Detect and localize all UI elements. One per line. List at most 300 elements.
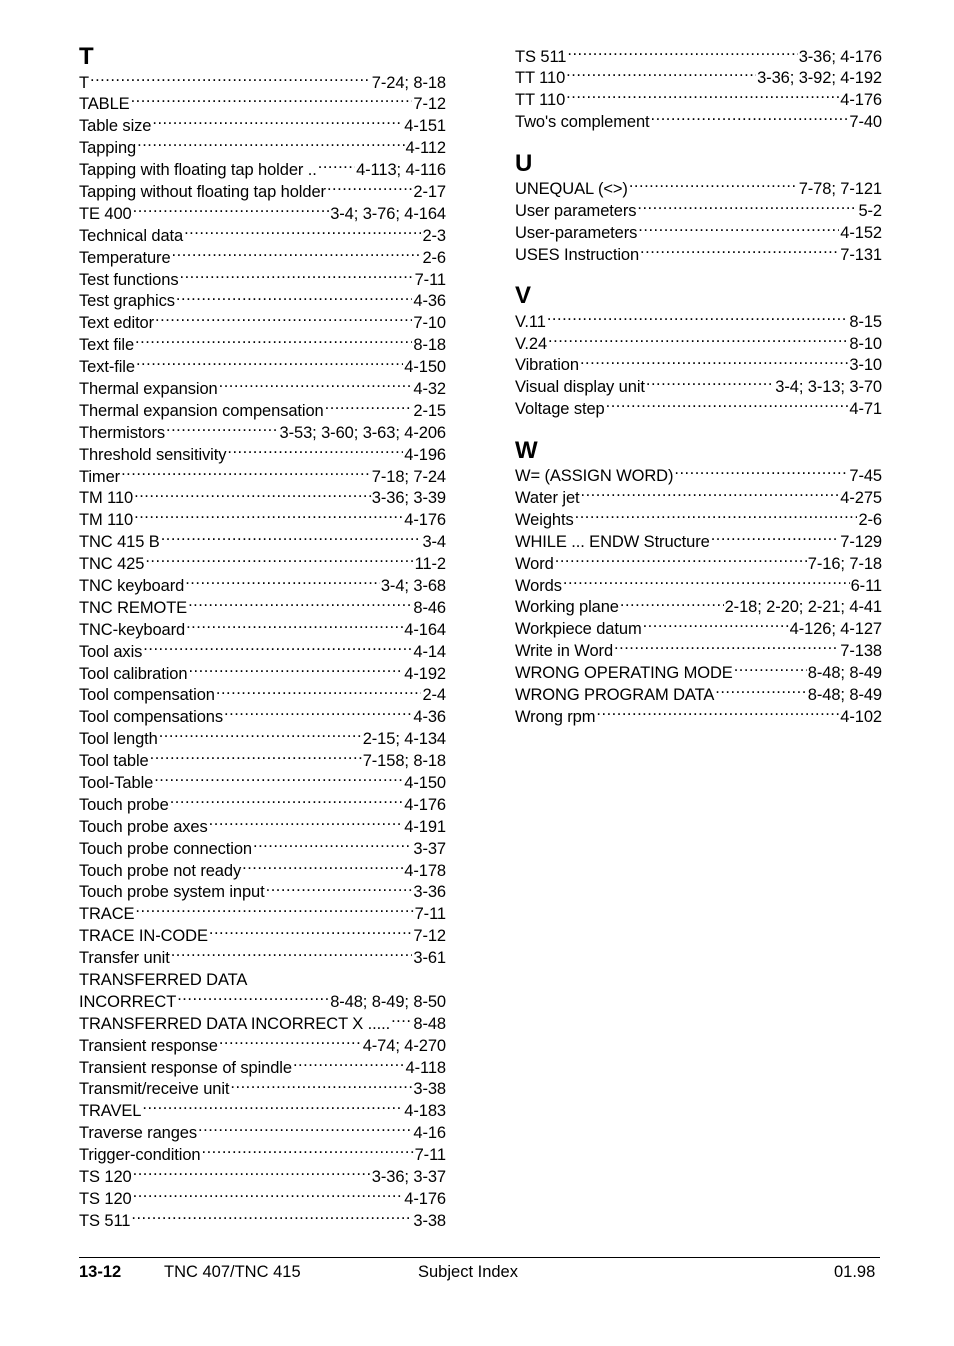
index-entry: [79, 421, 446, 443]
index-page-reference: 2-4: [422, 686, 446, 705]
dot-leader: [135, 903, 413, 920]
dot-leader: [145, 553, 413, 570]
dot-leader: [134, 509, 403, 526]
index-entry: [515, 221, 882, 243]
index-term: TS 511: [79, 1211, 131, 1230]
index-page-reference: 2-6: [858, 510, 882, 529]
index-page-reference: 4-118: [405, 1058, 446, 1077]
index-entry: [79, 334, 446, 356]
index-page-reference: 4-196: [404, 445, 446, 464]
dot-leader: [242, 859, 403, 876]
index-entry: [515, 530, 882, 552]
index-term: V.24: [515, 334, 548, 353]
index-entry: [79, 750, 446, 772]
index-term: Words: [515, 576, 562, 595]
index-term: Tool length: [79, 730, 158, 749]
index-entry: [79, 202, 446, 224]
index-term: Trigger-condition: [79, 1146, 201, 1165]
index-entry: [79, 574, 446, 596]
index-entry: [79, 1100, 446, 1122]
index-page-reference: 3-10: [849, 356, 882, 375]
index-page-reference: 7-11: [414, 905, 446, 924]
index-page-reference: 2-15; 4-134: [362, 730, 446, 749]
index-page-reference: 8-15: [849, 312, 882, 331]
index-entry: [79, 531, 446, 553]
index-entry: [79, 71, 446, 93]
dot-leader: [555, 552, 807, 569]
dot-leader: [166, 421, 279, 438]
index-page-reference: 2-18; 2-20; 2-21; 4-41: [724, 598, 882, 617]
dot-leader: [186, 618, 403, 635]
index-term: Transmit/receive unit: [79, 1080, 230, 1099]
index-entry: [79, 990, 446, 1012]
index-entry: [79, 1122, 446, 1144]
index-page-reference: 8-46: [413, 598, 446, 617]
dot-leader: [155, 312, 412, 329]
index-term: TABLE: [79, 95, 130, 114]
index-entry: [79, 399, 446, 421]
dot-leader: [643, 618, 789, 635]
index-entry: [79, 793, 446, 815]
index-page-reference: 7-10: [413, 314, 446, 333]
footer-section-title: Subject Index: [418, 1263, 518, 1281]
index-term: Touch probe not ready: [79, 861, 242, 880]
index-term: TM 110: [79, 511, 134, 530]
index-term: Touch probe axes: [79, 817, 208, 836]
index-term: User-parameters: [515, 223, 638, 242]
dot-leader: [137, 137, 404, 154]
index-page-reference: 3-61: [413, 949, 446, 968]
index-entry: [79, 881, 446, 903]
section-letter-heading: U: [515, 149, 533, 177]
index-page-reference: 4-164: [404, 620, 446, 639]
index-term: Thermal expansion: [79, 379, 218, 398]
index-page-reference: 8-10: [849, 334, 882, 353]
index-page-reference: 8-48; 8-49: [807, 685, 882, 704]
index-entry: [79, 640, 446, 662]
index-term: Text editor: [79, 314, 155, 333]
index-term: Timer: [79, 467, 121, 486]
dot-leader: [134, 487, 371, 504]
index-entry: [79, 969, 446, 991]
index-page-reference: 4-102: [840, 707, 882, 726]
dot-leader: [575, 508, 858, 525]
index-page-reference: 7-11: [414, 270, 446, 289]
dot-leader: [567, 45, 797, 62]
index-entry: [79, 1209, 446, 1231]
index-entry: [79, 772, 446, 794]
dot-leader: [209, 815, 404, 832]
dot-leader: [227, 443, 403, 460]
index-term: W= (ASSIGN WORD): [515, 467, 674, 486]
index-section: [515, 282, 882, 419]
index-page-reference: 2-6: [422, 248, 446, 267]
dot-leader: [640, 243, 839, 260]
index-entry: [515, 705, 882, 727]
index-page-reference: 8-48: [413, 1014, 446, 1033]
dot-leader: [620, 596, 724, 613]
index-page-reference: 2-17: [413, 182, 446, 201]
dot-leader: [293, 1056, 405, 1073]
index-page-reference: 4-275: [840, 488, 882, 507]
index-entry: [79, 115, 446, 137]
index-page-reference: 4-150: [404, 358, 446, 377]
index-page-reference: 3-53; 3-60; 3-63; 4-206: [279, 423, 446, 442]
index-page-reference: 7-78; 7-121: [798, 180, 882, 199]
section-letter-heading: V: [515, 282, 532, 310]
dot-leader: [219, 1034, 362, 1051]
dot-leader: [638, 221, 839, 238]
index-term: Technical data: [79, 226, 184, 245]
dot-leader: [646, 376, 774, 393]
dot-leader: [566, 89, 839, 106]
dot-leader: [185, 574, 380, 591]
index-page-reference: 8-48; 8-49; 8-50: [330, 992, 446, 1011]
index-page-reference: 7-24; 8-18: [371, 73, 446, 92]
index-entry: [515, 596, 882, 618]
index-term: TS 120: [79, 1168, 132, 1187]
section-letter-heading: W: [515, 436, 538, 464]
dot-leader: [180, 268, 414, 285]
dot-leader: [131, 93, 413, 110]
dot-leader: [629, 178, 798, 195]
index-page-reference: 3-37: [413, 839, 446, 858]
index-entry: [515, 89, 882, 111]
index-term: TNC keyboard: [79, 576, 185, 595]
section-letter-heading: T: [79, 43, 94, 70]
index-term: Tool axis: [79, 642, 143, 661]
index-entry: [79, 1056, 446, 1078]
dot-leader: [161, 531, 422, 548]
dot-leader: [711, 530, 840, 547]
dot-leader: [266, 881, 413, 898]
index-page-reference: 3-36; 4-176: [798, 47, 882, 66]
index-term: Transient response of spindle: [79, 1058, 292, 1077]
index-page-reference: 7-12: [413, 95, 446, 114]
dot-leader: [131, 1209, 412, 1226]
index-entry: [515, 199, 882, 221]
index-entry: [515, 683, 882, 705]
index-term: TNC 425: [79, 555, 145, 574]
footer-manual-title: TNC 407/TNC 415: [164, 1263, 301, 1281]
index-entry: [79, 465, 446, 487]
index-entry: [79, 443, 446, 465]
index-page-reference: 4-178: [404, 861, 446, 880]
index-term: TRACE IN-CODE: [79, 927, 208, 946]
index-page-reference: 11-2: [414, 555, 446, 574]
dot-leader: [216, 684, 422, 701]
index-entry: [515, 486, 882, 508]
index-entry: [79, 553, 446, 575]
index-term: Visual display unit: [515, 378, 645, 397]
index-term: Write in Word: [515, 642, 614, 661]
index-term: Thermal expansion compensation: [79, 401, 324, 420]
index-page-reference: 3-36; 3-37: [371, 1168, 446, 1187]
index-section: [515, 437, 882, 728]
index-page-reference: 2-15: [413, 401, 446, 420]
index-entry: [79, 859, 446, 881]
index-term: Tool-Table: [79, 774, 154, 792]
index-entry: [515, 618, 882, 640]
index-entry: [515, 465, 882, 487]
index-term: TRAVEL: [79, 1102, 142, 1121]
index-entry: [515, 310, 882, 332]
index-term: TNC 415 B: [79, 533, 160, 552]
index-entry: [79, 356, 446, 378]
index-entry: [79, 947, 446, 969]
index-term: Transfer unit: [79, 949, 170, 968]
dot-leader: [136, 356, 403, 373]
index-term: User parameters: [515, 201, 637, 220]
index-page-reference: 4-36: [413, 708, 446, 727]
index-section: [515, 45, 882, 133]
dot-leader: [184, 224, 421, 241]
index-page-reference: 3-36; 3-92; 4-192: [757, 69, 882, 88]
index-term: Workpiece datum: [515, 620, 642, 639]
index-entry: [515, 67, 882, 89]
index-term: TRANSFERRED DATA INCORRECT X .....: [79, 1014, 391, 1033]
index-page-reference: 4-113; 4-116: [356, 161, 446, 180]
index-entry: [79, 684, 446, 706]
index-entry: [515, 332, 882, 354]
index-entry: [79, 290, 446, 312]
index-term: Word: [515, 554, 554, 573]
index-column-left: [79, 43, 446, 1231]
index-page-reference: 6-11: [850, 576, 882, 595]
index-page-reference: 4-14: [413, 642, 446, 661]
index-page-reference: 7-40: [849, 113, 882, 132]
index-term: Tool table: [79, 752, 149, 771]
footer-divider: [79, 1257, 880, 1258]
index-entry: [79, 1187, 446, 1209]
dot-leader: [143, 640, 412, 657]
index-term: TNC-keyboard: [79, 620, 186, 639]
index-term: Table size: [79, 117, 152, 136]
index-entry: [79, 377, 446, 399]
index-term: Tapping: [79, 139, 137, 158]
dot-leader: [253, 837, 412, 854]
dot-leader: [188, 596, 412, 613]
index-page-reference: 3-36; 3-39: [371, 489, 446, 508]
index-page-reference: 4-32: [413, 379, 446, 398]
dot-leader: [188, 662, 403, 679]
index-term: V.11: [515, 312, 546, 331]
dot-leader: [391, 1012, 412, 1029]
index-entry: [515, 376, 882, 398]
index-page-reference: 4-74; 4-270: [362, 1036, 446, 1055]
index-entry: [79, 1034, 446, 1056]
index-term: Working plane: [515, 598, 619, 617]
index-term: Touch probe connection: [79, 839, 253, 858]
index-term: WRONG OPERATING MODE: [515, 664, 733, 683]
dot-leader: [224, 706, 412, 723]
index-term: Touch probe: [79, 795, 169, 814]
dot-leader: [159, 728, 362, 745]
footer-page-number: 13-12: [79, 1263, 122, 1281]
index-entry: [515, 354, 882, 376]
index-entry: [79, 246, 446, 268]
dot-leader: [548, 332, 848, 349]
index-term: Text file: [79, 336, 135, 355]
index-term: Water jet: [515, 488, 580, 507]
index-term: Tapping without floating tap holder: [79, 182, 326, 201]
index-page-reference: 7-138: [840, 642, 882, 661]
index-entry: [515, 552, 882, 574]
index-entry: [79, 509, 446, 531]
dot-leader: [177, 990, 329, 1007]
dot-leader: [142, 1100, 403, 1117]
index-entry: [79, 618, 446, 640]
index-page-reference: 8-18: [413, 336, 446, 355]
index-term: UNEQUAL (<>): [515, 180, 628, 199]
index-term: Tapping with floating tap holder ..: [79, 161, 317, 180]
index-page-reference: 7-45: [849, 467, 882, 486]
index-term: Tool compensation: [79, 686, 215, 705]
index-term: TT 110: [515, 91, 566, 110]
index-page-reference: 4-16: [413, 1124, 446, 1143]
index-term: Two's complement: [515, 113, 650, 132]
index-entry: [79, 137, 446, 159]
dot-leader: [198, 1122, 412, 1139]
index-term: USES Instruction: [515, 245, 640, 264]
index-page-reference: 3-36: [413, 883, 446, 902]
index-section: [515, 150, 882, 266]
index-entry: [515, 111, 882, 133]
index-term: Touch probe system input: [79, 883, 265, 902]
index-entry: [79, 1144, 446, 1166]
index-entry: [79, 224, 446, 246]
index-term: T: [79, 73, 89, 92]
dot-leader: [133, 202, 330, 219]
index-entry: [515, 243, 882, 265]
index-page-reference: 4-36: [413, 292, 446, 311]
dot-leader: [325, 399, 413, 416]
index-term: Threshold sensitivity: [79, 445, 227, 464]
index-term: Wrong rpm: [515, 707, 596, 726]
dot-leader: [171, 947, 413, 964]
dot-leader: [547, 310, 849, 327]
index-entry: [79, 1166, 446, 1188]
index-entry: [79, 1012, 446, 1034]
index-page-reference: 4-191: [404, 817, 446, 836]
index-term: INCORRECT: [79, 992, 177, 1011]
dot-leader: [637, 199, 857, 216]
index-term: Tool compensations: [79, 708, 224, 727]
index-entry: [515, 178, 882, 200]
index-term: Weights: [515, 510, 574, 529]
dot-leader: [133, 1187, 404, 1204]
index-entry: [515, 508, 882, 530]
index-page-reference: 4-192: [404, 664, 446, 683]
dot-leader: [154, 772, 403, 789]
index-page-reference: 3-38: [413, 1080, 446, 1099]
index-page-reference: 3-4: [422, 533, 446, 552]
index-entry: [79, 596, 446, 618]
index-page-reference: 7-18; 7-24: [371, 467, 446, 486]
dot-leader: [219, 377, 413, 394]
index-term: TS 120: [79, 1189, 132, 1208]
index-term: TT 110: [515, 69, 566, 88]
index-entry: [79, 93, 446, 115]
index-page-reference: 4-71: [849, 400, 882, 419]
index-entry: [515, 640, 882, 662]
index-entry: [515, 45, 882, 67]
dot-leader: [209, 925, 413, 942]
index-entry: [79, 312, 446, 334]
dot-leader: [135, 334, 412, 351]
index-page-reference: 4-150: [404, 774, 446, 792]
dot-leader: [230, 1078, 412, 1095]
dot-leader: [176, 290, 412, 307]
index-entry: [79, 1078, 446, 1100]
dot-leader: [580, 354, 848, 371]
index-entry: [79, 159, 446, 181]
dot-leader: [581, 486, 840, 503]
index-page-reference: 4-112: [405, 139, 446, 158]
index-entry: [79, 487, 446, 509]
index-page-reference: 7-16; 7-18: [807, 554, 882, 573]
index-term: TS 511: [515, 47, 567, 66]
index-term: Traverse ranges: [79, 1124, 198, 1143]
index-entry: [79, 268, 446, 290]
index-term: Transient response: [79, 1036, 218, 1055]
index-entry: [79, 180, 446, 202]
index-page-reference: 5-2: [858, 201, 882, 220]
index-page-reference: 4-176: [404, 1189, 446, 1208]
index-entry: [79, 728, 446, 750]
index-page-reference: 7-12: [413, 927, 446, 946]
index-term: Test functions: [79, 270, 179, 289]
dot-leader: [566, 67, 756, 84]
dot-leader: [614, 640, 839, 657]
index-page-reference: 3-4; 3-68: [380, 576, 446, 595]
index-section: [79, 43, 446, 1231]
index-entry: [515, 398, 882, 420]
dot-leader: [563, 574, 850, 591]
dot-leader: [327, 180, 412, 197]
dot-leader: [170, 793, 404, 810]
index-column-right: [515, 45, 882, 727]
index-page-reference: 3-4; 3-13; 3-70: [775, 378, 882, 397]
index-page-reference: 2-3: [422, 226, 446, 245]
dot-leader: [150, 750, 362, 767]
index-page-reference: 3-4; 3-76; 4-164: [330, 204, 446, 223]
index-term: Voltage step: [515, 400, 605, 419]
index-term: Temperature: [79, 248, 171, 267]
index-term: TE 400: [79, 204, 132, 223]
index-term: WHILE ... ENDW Structure: [515, 532, 710, 551]
footer-date: 01.98: [834, 1263, 876, 1281]
index-term: TRANSFERRED DATA: [79, 971, 248, 990]
index-page-reference: 4-151: [404, 117, 446, 136]
index-page-reference: 4-176: [404, 795, 446, 814]
index-term: TRACE: [79, 905, 135, 924]
index-term: Text-file: [79, 358, 135, 377]
index-term: Vibration: [515, 356, 579, 375]
index-page-reference: 4-176: [840, 91, 882, 110]
index-page-reference: 7-131: [840, 245, 882, 264]
index-page-reference: 4-176: [404, 511, 446, 530]
index-entry: [79, 706, 446, 728]
dot-leader: [734, 662, 807, 679]
dot-leader: [172, 246, 422, 263]
index-page-reference: 4-152: [840, 223, 882, 242]
dot-leader: [318, 159, 355, 176]
dot-leader: [651, 111, 849, 128]
index-entry: [79, 837, 446, 859]
index-entry: [79, 903, 446, 925]
dot-leader: [596, 705, 839, 722]
